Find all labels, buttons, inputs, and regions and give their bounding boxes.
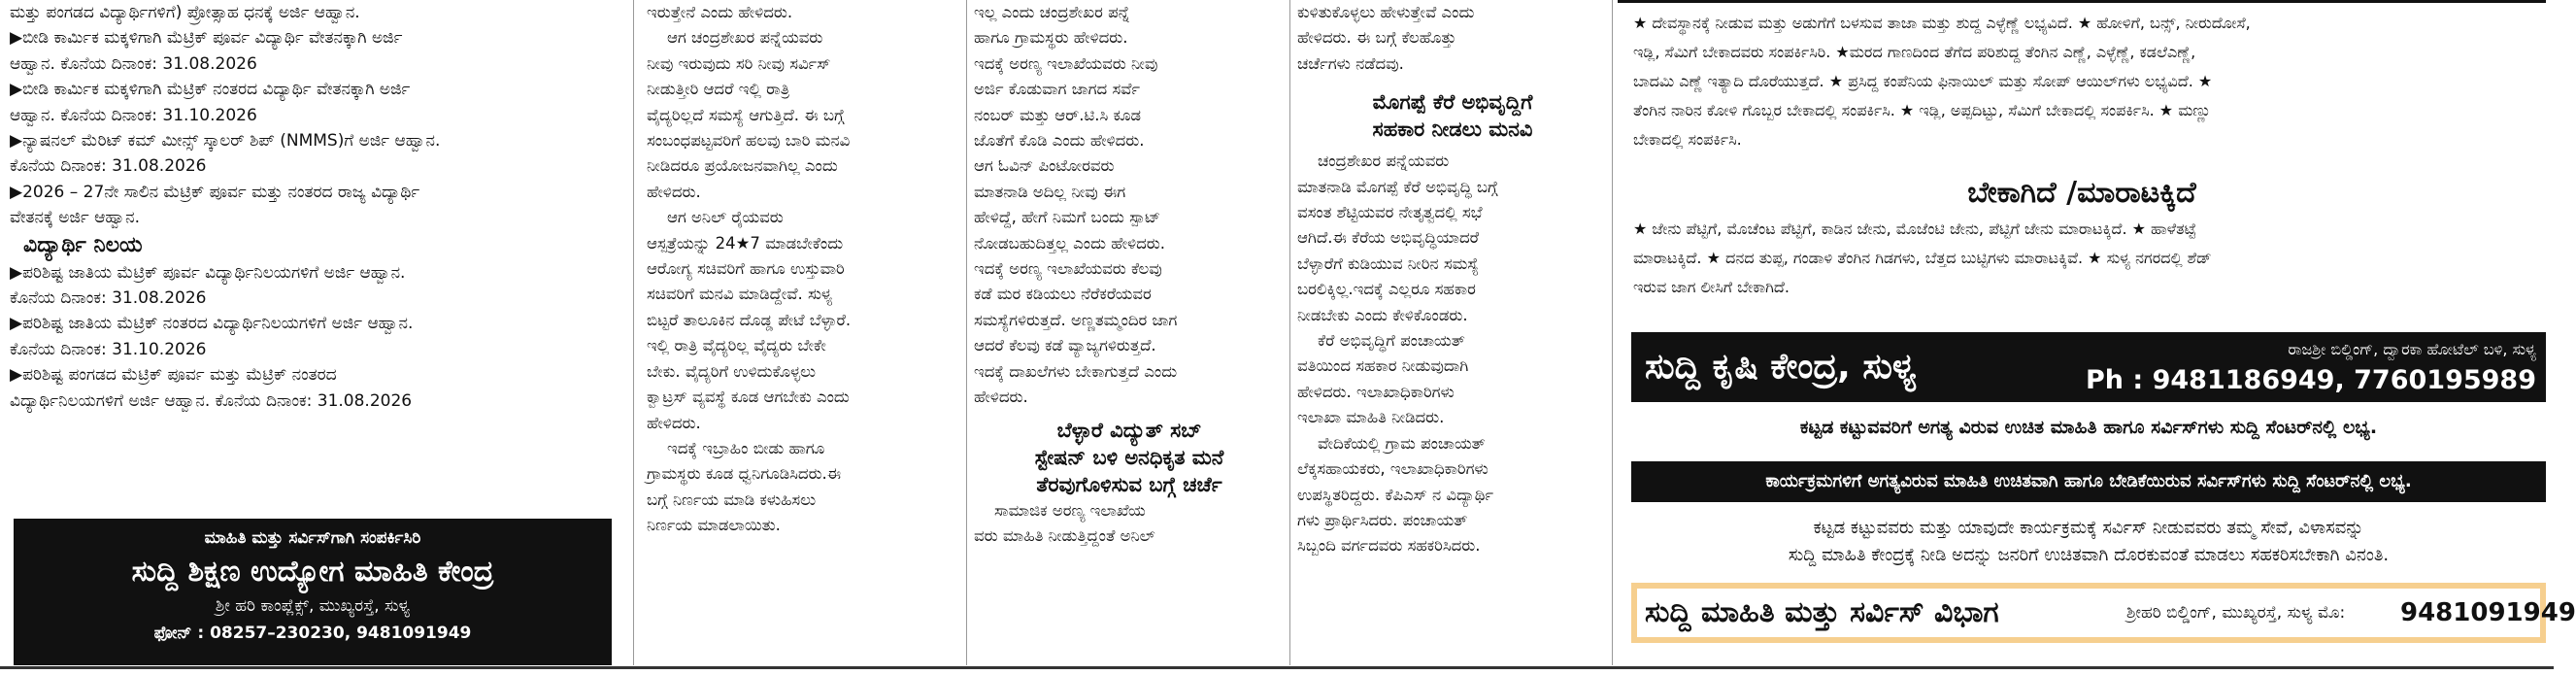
text-line: ಆದರೆ ಕೆಲವು ಕಡೆ ವ್ಯಾಜ್ಯಗಳಿರುತ್ತದೆ. — [974, 336, 1156, 355]
text-line: ಬೇಕು. ವೈದ್ಯರಿಗೆ ಉಳಿದುಕೊಳ್ಳಲು — [647, 361, 817, 381]
text-line: ಹೇಳಿದರು. ಈ ಬಗ್ಗೆ ಕೆಲಹೊತ್ತು — [1297, 28, 1456, 48]
text-line: ಕಡೆ ಮರ ಕಡಿಯಲು ನೆರೆಕರೆಯವರ — [974, 285, 1152, 304]
text-line: ಸ್ಟೇಷನ್ ಬಳಿ ಅನಧಿಕೃತ ಮನೆ — [1034, 445, 1224, 469]
text-line: ನೀಡಬೇಕು ಎಂದು ಕೇಳಿಕೊಂಡರು. — [1297, 305, 1468, 324]
text-line: ▶ನ್ಯಾಷನಲ್ ಮೆರಿಟ್ ಕಮ್ ಮೀನ್ಸ್ ಸ್ಕಾಲರ್ ಶಿಪ್ (NMMS)ಗೆ ಅರ್ಜಿ ಆಹ್ವಾನ. — [10, 131, 441, 152]
krishi-kendra-phone: Ph : 9481186949, 7760195989 — [2086, 365, 2536, 395]
text-line: ಆಗ ಓವಿನ್ ಪಿಂಟೋರವರು — [974, 156, 1115, 176]
text-line: ಮಾರಾಟಕ್ಕಿದೆ. ★ ದನದ ತುಪ್ಪ, ಗಂಡಾಳಿ ತೆಂಗಿನ ಗಿಡಗಳು, ಬೆತ್ತದ ಬುಟ್ಟಿಗಳು ಮಾರಾಟಕ್ಕಿವೆ. ★ ಸುಳ್ಯ ನಗರದಲ್ಲಿ ಶೆಡ್ — [1633, 249, 2212, 267]
text-line: ಇದಕ್ಕೆ ಅರಣ್ಯ ಇಲಾಖೆಯವರು ನೀವು — [974, 53, 1158, 73]
contact-box-intro: ಮಾಹಿತಿ ಮತ್ತು ಸರ್ವಿಸ್‌ಗಾಗಿ ಸಂಪರ್ಕಿಸಿರಿ — [204, 528, 421, 548]
text-line: ಚರ್ಚೆಗಳು ನಡೆದವು. — [1297, 53, 1404, 73]
text-line: ಇಡ್ಲಿ, ಸೆಮಿಗೆ ಬೇಕಾದವರು ಸಂಪರ್ಕಿಸಿರಿ. ★ಮರದ ಗಾಣದಿಂದ ತೆಗೆದ ಪರಿಶುದ್ದ ತೆಂಗಿನ ಎಣ್ಣೆ, ಎಳ್ಳೆಣ್ಣೆ, ಕಡಲೆಎಣ್ಣೆ, — [1633, 43, 2196, 61]
text-line: ಲೆಕ್ಕಸಹಾಯಕರು, ಇಲಾಖಾಧಿಕಾರಿಗಳು — [1297, 459, 1489, 479]
text-line: ವೈದ್ಯರಿಲ್ಲದೆ ಸಮಸ್ಯೆ ಆಗುತ್ತಿದೆ. ಈ ಬಗ್ಗೆ — [647, 105, 845, 124]
contact-box-phone: ಫೋನ್ : 08257–230230, 9481091949 — [153, 624, 472, 643]
text-line: ಬರಲಿಕ್ಕಿಲ್ಲ.ಇದಕ್ಕೆ ಎಲ್ಲರೂ ಸಹಕಾರ — [1297, 280, 1476, 299]
column-5 — [1618, 0, 2576, 665]
text-line: ನಿರ್ಣಯ ಮಾಡಲಾಯಿತು. — [647, 516, 781, 535]
column-3 — [974, 0, 1285, 665]
text-line: ಮೊಗಪ್ಪೆ ಕೆರೆ ಅಭಿವೃದ್ದಿಗೆ — [1372, 90, 1533, 115]
text-line: ಕುಳಿತುಕೊಳ್ಳಲು ಹೇಳುತ್ತೇವೆ ಎಂದು — [1297, 3, 1475, 21]
text-line: ಆಗಿದೆ.ಈ ಕೆರೆಯ ಅಭಿವೃದ್ಧಿಯಾದರೆ — [1297, 228, 1479, 248]
text-line: ಇದಕ್ಕೆ ಅರಣ್ಯ ಇಲಾಖೆಯವರು ಕೆಲವು — [974, 259, 1162, 279]
text-line: ವೇತನಕ್ಕೆ ಅರ್ಜಿ ಆಹ್ವಾನ. — [10, 208, 141, 228]
text-line: ವತಿಯಿಂದ ಸಹಕಾರ ನೀಡುವುದಾಗಿ — [1297, 356, 1469, 376]
text-line: ಆರೋಗ್ಯ ಸಚಿವರಿಗೆ ಹಾಗೂ ಉಸ್ತುವಾರಿ — [647, 259, 845, 279]
text-line: ಇರುತ್ತೇನೆ ಎಂದು ಹೇಳಿದರು. — [647, 3, 793, 21]
column-1 — [0, 0, 621, 665]
text-line: ಆಗ ಚಂದ್ರಶೇಖರ ಪನ್ನೆಯವರು — [647, 28, 823, 48]
text-line: ▶ಪರಿಶಿಷ್ಟ ಜಾತಿಯ ಮೆಟ್ರಿಕ್ ನಂತರದ ವಿದ್ಯಾರ್ಥಿನಿಲಯಗಳಿಗೆ ಅರ್ಜಿ ಆಹ್ವಾನ. — [10, 314, 414, 334]
footer-title: ಸುದ್ದಿ ಮಾಹಿತಿ ಮತ್ತು ಸರ್ವಿಸ್ ವಿಭಾಗ — [1645, 595, 1999, 629]
text-line: ಗಳು ಪ್ರಾರ್ಥಿಸಿದರು. ಪಂಚಾಯತ್ — [1297, 510, 1468, 529]
text-line: ಕೆರೆ ಅಭಿವೃದ್ಧಿಗೆ ಪಂಚಾಯತ್ — [1297, 331, 1465, 351]
classified-wanted-text — [1618, 215, 2546, 302]
text-line: ಸಾಮಾಜಿಕ ಅರಣ್ಯ ಇಲಾಖೆಯ — [974, 500, 1146, 520]
text-line: ಹೇಳಿದ್ದೆ, ಹೇಗೆ ನಿಮಗೆ ಬಂದು ಸ್ಪಾಟ್ — [974, 208, 1161, 227]
classified-text — [1618, 9, 2546, 154]
column-2 — [647, 0, 961, 665]
text-line: ತೆಂಗಿನ ನಾರಿನ ಕೋಳಿ ಗೊಬ್ಬರ ಬೇಕಾದಲ್ಲಿ ಸಂಪರ್ಕಿಸಿ. ★ ಇಡ್ಲಿ, ಅಪ್ಪದಿಟ್ಟು, ಸೆಮಿಗೆ ಬೇಕಾದಲ್ಲಿ ಸಂಪರ್ಕಿಸಿ. ★ ಮಣ್ಣು — [1633, 101, 2212, 119]
text-line: ವಸಂತ ಶೆಟ್ಟಿಯವರ ನೇತೃತ್ವದಲ್ಲಿ ಸಭೆ — [1297, 203, 1483, 222]
text-line: ಸಂಬಂಧಪಟ್ಟವರಿಗೆ ಹಲವು ಬಾರಿ ಮನವಿ — [647, 131, 851, 151]
text-line: ಉಪಸ್ಥಿತರಿದ್ದರು. ಕೆಪಿಎಸ್ ನ ವಿದ್ಯಾರ್ಥಿ — [1297, 485, 1494, 504]
text-line: ತೆರವುಗೊಳಿಸುವ ಬಗ್ಗೆ ಚರ್ಚೆ — [1036, 472, 1222, 496]
text-line: ಬೆಳ್ಳಾರೆ ವಿದ್ಯುತ್ ಸಬ್ — [1056, 418, 1202, 442]
text-line: ಹೇಳಿದರು. — [647, 413, 701, 432]
text-line: ★ ದೇವಸ್ಥಾನಕ್ಕೆ ನೀಡುವ ಮತ್ತು ಅಡುಗೆಗೆ ಬಳಸುವ ತಾಜಾ ಮತ್ತು ಶುದ್ದ ಎಳ್ಳೆಣ್ಣೆ ಲಭ್ಯವಿದೆ. ★ ಹೋಳಿಗೆ, ಬನ್ಸ್, ನೀರುದೋಸೆ, — [1633, 14, 2251, 32]
text-line: ಅರ್ಜಿ ಕೊಡುವಾಗ ಜಾಗದ ಸರ್ವೆ — [974, 80, 1141, 99]
request-line-2: ಸುದ್ದಿ ಮಾಹಿತಿ ಕೇಂದ್ರಕ್ಕೆ ನೀಡಿ ಅದನ್ನು ಜನರಿಗೆ ಉಚಿತವಾಗಿ ದೊರಕುವಂತೆ ಮಾಡಲು ಸಹಕರಿಸಬೇಕಾಗಿ ವಿನಂತಿ. — [1788, 545, 2390, 565]
text-line: ಇಲ್ಲಿ ರಾತ್ರಿ ವೈದ್ಯರಿಲ್ಲ ವೈದ್ಯರು ಬೇಕೇ — [647, 336, 826, 355]
request-line-1: ಕಟ್ಟಡ ಕಟ್ಟುವವರು ಮತ್ತು ಯಾವುದೇ ಕಾರ್ಯಕ್ರಮಕ್ಕೆ ಸರ್ವಿಸ್ ನೀಡುವವರು ತಮ್ಮ ಸೇವೆ, ವಿಳಾಸವನ್ನು — [1813, 518, 2364, 538]
text-line: ಬೆಳ್ಳಾರೆಗೆ ಕುಡಿಯುವ ನೀರಿನ ಸಮಸ್ಯೆ — [1297, 253, 1480, 273]
text-line: ಬಿಟ್ಟರೆ ತಾಲೂಕಿನ ದೊಡ್ಡ ಪೇಟೆ ಬೆಳ್ಳಾರೆ. — [647, 310, 852, 329]
column-divider — [1612, 0, 1613, 665]
text-line: ಸಿಬ್ಬಂದಿ ವರ್ಗದವರು ಸಹಕರಿಸಿದರು. — [1297, 536, 1481, 556]
column-divider — [966, 0, 967, 665]
text-line: ಜೊತೆಗೆ ಕೊಡಿ ಎಂದು ಹೇಳಿದರು. — [974, 131, 1145, 151]
text-line: ಆಹ್ವಾನ. ಕೊನೆಯ ದಿನಾಂಕ: 31.08.2026 — [10, 53, 257, 74]
text-line: ಕೊನೆಯ ದಿನಾಂಕ: 31.08.2026 — [10, 288, 207, 309]
krishi-kendra-address: ರಾಜಶ್ರೀ ಬಿಲ್ಡಿಂಗ್, ದ್ವಾರಕಾ ಹೋಟೆಲ್ ಬಳಿ, ಸುಳ್ಯ — [2288, 340, 2536, 358]
building-info-line: ಕಟ್ಟಡ ಕಟ್ಟುವವರಿಗೆ ಅಗತ್ಯ ವಿರುವ ಉಚಿತ ಮಾಹಿತಿ ಹಾಗೂ ಸರ್ವಿಸ್‌ಗಳು ಸುದ್ದಿ ಸೆಂಟರ್‌ನಲ್ಲಿ ಲಭ್ಯ. — [1799, 417, 2378, 438]
text-line: ಇಲಾಖಾ ಮಾಹಿತಿ ನೀಡಿದರು. — [1297, 408, 1445, 427]
column-4 — [1297, 0, 1608, 665]
scheme-list — [0, 0, 621, 414]
text-line: ಇದಕ್ಕೆ ಇಬ್ರಾಹಿಂ ಬೀಡು ಹಾಗೂ — [647, 438, 825, 457]
text-line: ಹೇಳಿದರು. ಇಲಾಖಾಧಿಕಾರಿಗಳು — [1297, 382, 1455, 401]
krishi-kendra-title: ಸುದ್ದಿ ಕೃಷಿ ಕೇಂದ್ರ, ಸುಳ್ಯ — [1645, 347, 1917, 387]
program-info-line: ಕಾರ್ಯಕ್ರಮಗಳಿಗೆ ಅಗತ್ಯವಿರುವ ಮಾಹಿತಿ ಉಚಿತವಾಗಿ ಹಾಗೂ ಬೇಡಿಕೆಯಿರುವ ಸರ್ವಿಸ್‌ಗಳು ಸುದ್ದಿ ಸೆಂಟರ್‌ನಲ್ಲಿ ಲಭ್ಯ. — [1631, 461, 2546, 502]
text-line: ವರು ಮಾಹಿತಿ ನೀಡುತ್ತಿದ್ದಂತೆ ಅನಿಲ್ — [974, 525, 1155, 545]
column-divider — [633, 0, 634, 665]
text-line: ನೀಡುತ್ತೀರಿ ಆದರೆ ಇಲ್ಲಿ ರಾತ್ರಿ — [647, 80, 790, 99]
text-line: ಹಾಗೂ ಗ್ರಾಮಸ್ಥರು ಹೇಳಿದರು. — [974, 28, 1128, 48]
classified-heading: ಬೇಕಾಗಿದೆ /ಮಾರಾಟಕ್ಕಿದೆ — [1967, 176, 2196, 210]
article-heading — [1297, 88, 1608, 143]
text-line: ಆಹ್ವಾನ. ಕೊನೆಯ ದಿನಾಂಕ: 31.10.2026 — [10, 105, 257, 125]
text-line: ವೇದಿಕೆಯಲ್ಲಿ ಗ್ರಾಮ ಪಂಚಾಯತ್ — [1297, 433, 1486, 453]
column-divider — [1289, 0, 1290, 665]
text-line: ಆಸ್ಪತ್ರೆಯನ್ನು 24★7 ಮಾಡಬೇಕೆಂದು — [647, 233, 844, 253]
text-line: ಚಂದ್ರಶೇಖರ ಪನ್ನೆಯವರು — [1297, 152, 1450, 171]
text-line: ಕ್ವಾಟ್ರಸ್ ವ್ಯವಸ್ಥೆ ಕೂಡ ಆಗಬೇಕು ಎಂದು — [647, 388, 850, 407]
mahiti-footer-banner — [1631, 583, 2576, 643]
contact-box — [14, 519, 612, 665]
contact-box-title: ಸುದ್ದಿ ಶಿಕ್ಷಣ ಉದ್ಯೋಗ ಮಾಹಿತಿ ಕೇಂದ್ರ — [131, 555, 494, 589]
text-line: ನೀಡಿದರೂ ಪ್ರಯೋಜನವಾಗಿಲ್ಲ ಎಂದು — [647, 156, 838, 176]
text-line: ಮತ್ತು ಪಂಗಡದ ವಿದ್ಯಾರ್ಥಿಗಳಿಗೆ) ಪ್ರೋತ್ಸಾಹ ಧನಕ್ಕೆ ಅರ್ಜಿ ಆಹ್ವಾನ. — [10, 3, 360, 22]
text-line: ಕೊನೆಯ ದಿನಾಂಕ: 31.08.2026 — [10, 156, 207, 177]
text-line: ★ ಜೇನು ಪೆಟ್ಟಿಗೆ, ಮೊಚೆಂಟ ಪೆಟ್ಟಿಗೆ, ಕಾಡಿನ ಜೇನು, ಮೊಜೆಂಟಿ ಜೇನು, ಪೆಟ್ಟಿಗೆ ಜೇನು ಮಾರಾಟಕ್ಕಿದೆ. ★ ಹಾಳೆತಟ್ಟೆ — [1633, 219, 2196, 238]
text-line: ▶ಬೀಡಿ ಕಾರ್ಮಿಕ ಮಕ್ಕಳಿಗಾಗಿ ಮೆಟ್ರಿಕ್ ಪೂರ್ವ ವಿದ್ಯಾರ್ಥಿ ವೇತನಕ್ಕಾಗಿ ಅರ್ಜಿ — [10, 28, 403, 49]
text-line: ▶ಬೀಡಿ ಕಾರ್ಮಿಕ ಮಕ್ಕಳಿಗಾಗಿ ಮೆಟ್ರಿಕ್ ನಂತರದ ವಿದ್ಯಾರ್ಥಿ ವೇತನಕ್ಕಾಗಿ ಅರ್ಜಿ — [10, 80, 411, 100]
text-line: ▶2026 – 27ನೇ ಸಾಲಿನ ಮೆಟ್ರಿಕ್ ಪೂರ್ವ ಮತ್ತು ನಂತರದ ರಾಜ್ಯ ವಿದ್ಯಾರ್ಥಿ — [10, 182, 420, 202]
text-line: ಬೇಕಾದಲ್ಲಿ ಸಂಪರ್ಕಿಸಿ. — [1633, 130, 1742, 149]
text-line: ಇರುವ ಜಾಗ ಲೀಸಿಗೆ ಬೇಕಾಗಿದೆ. — [1633, 278, 1790, 296]
krishi-kendra-banner — [1631, 332, 2546, 402]
text-line: ಸಹಕಾರ ನೀಡಲು ಮನವಿ — [1372, 118, 1533, 142]
text-line: ಬಾದಮಿ ಎಣ್ಣೆ ಇತ್ಯಾದಿ ದೊರೆಯುತ್ತದೆ. ★ ಪ್ರಸಿದ್ದ ಕಂಪೆನಿಯ ಫಿನಾಯಿಲ್ ಮತ್ತು ಸೋಪ್ ಆಯಿಲ್‌ಗಳು ಲಭ್ಯವಿದೆ. ★ — [1633, 72, 2213, 90]
text-line: ▶ಪರಿಶಿಷ್ಟ ಪಂಗಡದ ಮೆಟ್ರಿಕ್ ಪೂರ್ವ ಮತ್ತು ಮೆಟ್ರಿಕ್ ನಂತರದ — [10, 365, 337, 386]
text-line: ನೋಡಬಹುದಿತ್ತಲ್ಲ ಎಂದು ಹೇಳಿದರು. — [974, 233, 1165, 253]
bottom-rule — [0, 666, 2554, 669]
text-line: ▶ಪರಿಶಿಷ್ಟ ಜಾತಿಯ ಮೆಟ್ರಿಕ್ ಪೂರ್ವ ವಿದ್ಯಾರ್ಥಿನಿಲಯಗಳಿಗೆ ಅರ್ಜಿ ಆಹ್ವಾನ. — [10, 262, 406, 283]
text-line: ಇಲ್ಲ ಎಂದು ಚಂದ್ರಶೇಖರ ಪನ್ನೆ — [974, 3, 1130, 21]
text-line: ನಂಬರ್ ಮತ್ತು ಆರ್.ಟಿ.ಸಿ ಕೂಡ — [974, 105, 1142, 124]
text-line: ಗ್ರಾಮಸ್ಥರು ಕೂಡ ಧ್ವನಿಗೂಡಿಸಿದರು.ಈ — [647, 464, 842, 484]
article-heading — [974, 417, 1285, 498]
section-heading-hostel: ವಿದ್ಯಾರ್ಥಿ ನಿಲಯ — [23, 232, 143, 257]
text-line: ಬಗ್ಗೆ ನಿರ್ಣಯ ಮಾಡಿ ಕಳುಹಿಸಲು — [647, 489, 817, 509]
text-line: ಇದಕ್ಕೆ ದಾಖಲೆಗಳು ಬೇಕಾಗುತ್ತದೆ ಎಂದು — [974, 361, 1178, 381]
text-line: ಸಮಸ್ಯೆಗಳಿರುತ್ತದೆ. ಅಣ್ಣತಮ್ಮಂದಿರ ಜಾಗ — [974, 310, 1178, 329]
text-line: ಆಗ ಅನಿಲ್ ರೈಯವರು — [647, 208, 784, 227]
footer-phone: 9481091949 — [2400, 598, 2576, 627]
text-line: ಮಾತನಾಡಿ ಅದಿಲ್ಲ ನೀವು ಈಗ — [974, 182, 1126, 201]
text-line: ಕೊನೆಯ ದಿನಾಂಕ: 31.10.2026 — [10, 339, 207, 359]
footer-address: ಶ್ರೀಹರಿ ಬಿಲ್ಡಿಂಗ್, ಮುಖ್ಯರಸ್ತೆ, ಸುಳ್ಯ ಮೊ: — [2126, 603, 2346, 623]
text-line: ಹೇಳಿದರು. — [647, 182, 701, 201]
text-line: ವಿದ್ಯಾರ್ಥಿನಿಲಯಗಳಿಗೆ ಅರ್ಜಿ ಆಹ್ವಾನ. ಕೊನೆಯ ದಿನಾಂಕ: 31.08.2026 — [10, 390, 413, 411]
text-line: ಸಚಿವರಿಗೆ ಮನವಿ ಮಾಡಿದ್ದೇವೆ. ಸುಳ್ಯ — [647, 285, 833, 304]
contact-box-address: ಶ್ರೀ ಹರಿ ಕಾಂಪ್ಲೆಕ್ಸ್, ಮುಖ್ಯರಸ್ತೆ, ಸುಳ್ಯ — [215, 596, 411, 616]
text-line: ಮಾತನಾಡಿ ಮೊಗಪ್ಪೆ ಕೆರೆ ಅಭಿವೃದ್ಧಿ ಬಗ್ಗೆ — [1297, 177, 1498, 196]
text-line: ನೀವು ಇರುವುದು ಸರಿ ನೀವು ಸರ್ವಿಸ್ — [647, 53, 831, 73]
text-line: ಹೇಳಿದರು. — [974, 388, 1028, 407]
